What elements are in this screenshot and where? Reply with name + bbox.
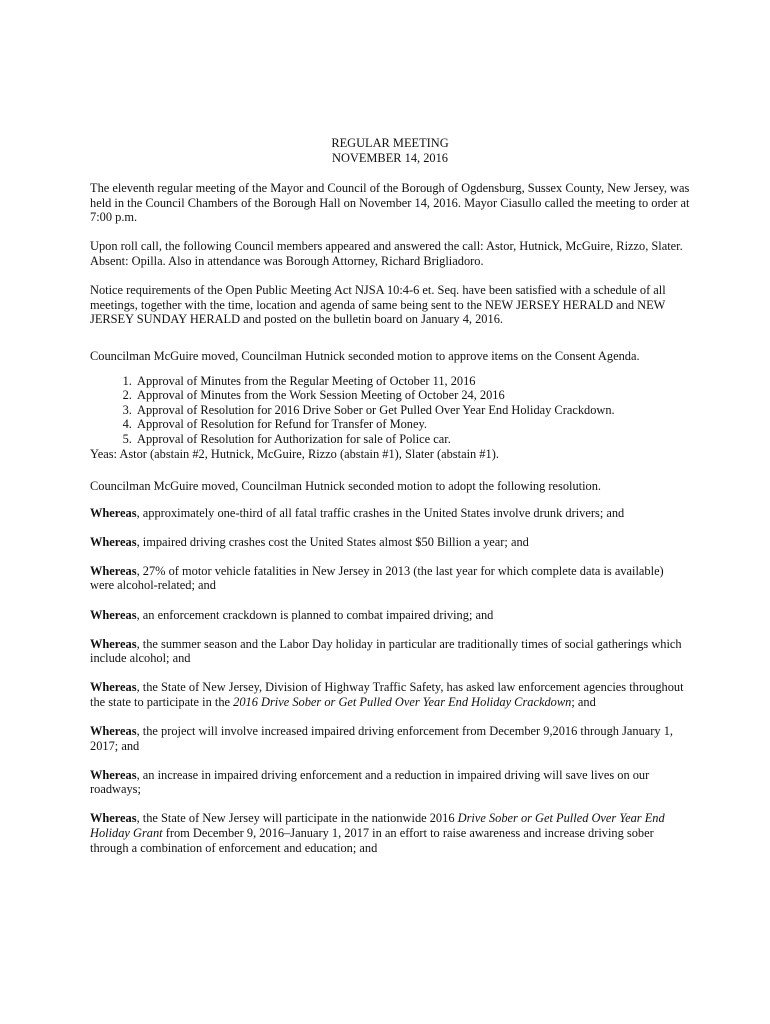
consent-motion-paragraph: Councilman McGuire moved, Councilman Hutnick seconded motion to approve items on the Consent Agenda. <box>90 348 640 363</box>
whereas-label: Whereas <box>90 505 137 520</box>
whereas-label: Whereas <box>90 724 137 739</box>
whereas-text: ; and <box>571 694 596 709</box>
yeas-vote-line: Yeas: Astor (abstain #2, Hutnick, McGuire, Rizzo (abstain #1), Slater (abstain #1). <box>90 446 499 461</box>
whereas-clause <box>90 564 690 593</box>
notice-paragraph: Notice requirements of the Open Public Meeting Act NJSA 10:4-6 et. Seq. have been satisfied with a schedule of all meetings, together with the time, location and agenda of same being sent to the NEW JERSEY HERALD and NEW JERSEY SUNDAY HERALD and posted on the bulletin board on January 4, 2016. <box>90 283 666 327</box>
document-page <box>90 136 690 870</box>
whereas-clause <box>90 680 690 709</box>
whereas-label: Whereas <box>90 767 137 782</box>
whereas-clause <box>90 506 690 521</box>
title-line-date: NOVEMBER 14, 2016 <box>332 150 448 165</box>
whereas-clause <box>90 724 690 753</box>
whereas-clause <box>90 535 690 550</box>
whereas-text: , the summer season and the Labor Day holiday in particular are traditionally times of social gatherings which include alcohol; and <box>90 636 682 666</box>
whereas-text: , the project will involve increased impaired driving enforcement from December 9,2016 through January 1, 2017; and <box>90 724 673 753</box>
whereas-label: Whereas <box>90 534 137 549</box>
whereas-clause <box>90 637 690 666</box>
whereas-text: , an enforcement crackdown is planned to combat impaired driving; and <box>136 607 494 622</box>
whereas-label: Whereas <box>90 680 137 695</box>
whereas-text: , 27% of motor vehicle fatalities in New Jersey in 2013 (the last year for which complete data is available) were alcohol-related; and <box>90 563 664 593</box>
whereas-label: Whereas <box>90 636 137 651</box>
intro-paragraph: The eleventh regular meeting of the Mayor and Council of the Borough of Ogdensburg, Sussex County, New Jersey, was held in the Council Chambers of the Borough Hall on November 14, 2016. Mayor Ciasullo called the meeting to order at 7:00 p.m. <box>90 181 690 225</box>
whereas-clause <box>90 608 690 623</box>
whereas-italic-title: Drive Sober or Get Pulled Over Year End Holiday Grant <box>90 811 665 840</box>
resolution-motion-paragraph: Councilman McGuire moved, Councilman Hutnick seconded motion to adopt the following resolution. <box>90 479 602 494</box>
whereas-clause <box>90 811 690 855</box>
whereas-label: Whereas <box>90 563 137 578</box>
whereas-text: from December 9, 2016–January 1, 2017 in an effort to raise awareness and increase driving sober through a combination of enforcement and education; and <box>90 826 654 855</box>
list-item: 1. Approval of Minutes from the Regular Meeting of October 11, 2016 <box>135 374 690 389</box>
whereas-text: , an increase in impaired driving enforcement and a reduction in impaired driving will save lives on our roadways; <box>90 767 650 797</box>
list-item: 2. Approval of Minutes from the Work Session Meeting of October 24, 2016 <box>135 388 690 403</box>
list-item: 4. Approval of Resolution for Refund for Transfer of Money. <box>135 417 690 432</box>
list-item: 5. Approval of Resolution for Authorization for sale of Police car. <box>135 432 690 447</box>
consent-agenda-list <box>90 374 690 447</box>
whereas-text: , impaired driving crashes cost the United States almost $50 Billion a year; and <box>136 534 529 549</box>
rollcall-paragraph: Upon roll call, the following Council members appeared and answered the call: Astor, Hutnick, McGuire, Rizzo, Slater. Absent: Opilla. Also in attendance was Borough Attorney, Richard Brigliadoro. <box>90 239 683 269</box>
whereas-label: Whereas <box>90 607 137 622</box>
whereas-italic-title: 2016 Drive Sober or Get Pulled Over Year End Holiday Crackdown <box>233 694 572 709</box>
whereas-clause <box>90 768 690 797</box>
whereas-label: Whereas <box>90 811 137 826</box>
whereas-text: , the State of New Jersey will participate in the nationwide 2016 <box>136 811 458 826</box>
list-item: 3. Approval of Resolution for 2016 Drive Sober or Get Pulled Over Year End Holiday Crackdown. <box>135 403 690 418</box>
whereas-text: , the State of New Jersey, Division of Highway Traffic Safety, has asked law enforcement agencies throughout the state to participate in the <box>90 680 684 709</box>
title-line-meeting: REGULAR MEETING <box>331 136 449 150</box>
whereas-text: , approximately one-third of all fatal traffic crashes in the United States involve drunk drivers; and <box>136 505 625 520</box>
document-title <box>90 136 690 165</box>
